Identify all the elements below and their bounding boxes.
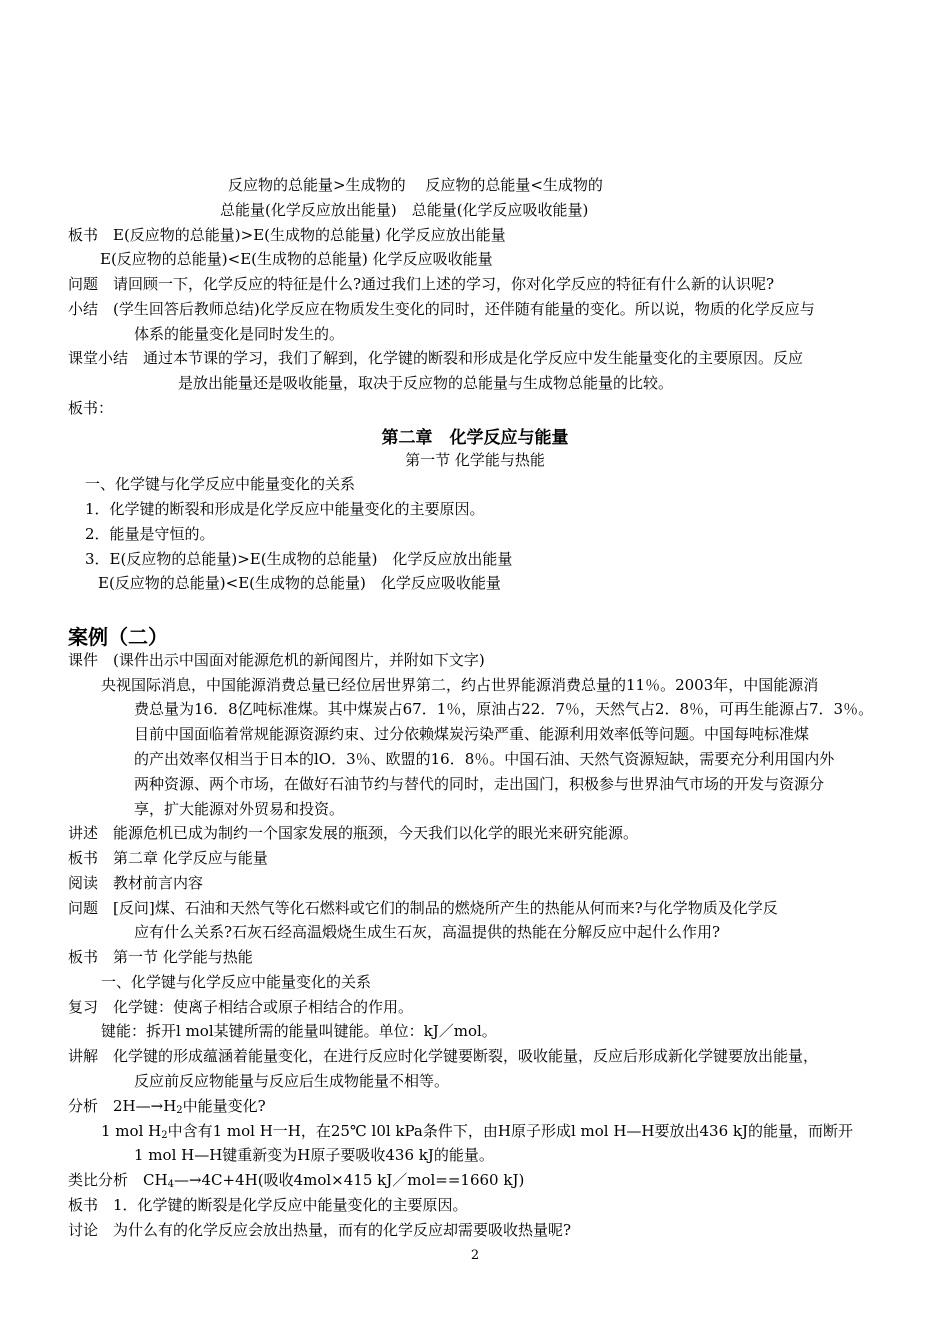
board-label: 板书： <box>68 399 114 417</box>
h2-subscript-2: 2 <box>161 1130 168 1141</box>
h2-text-end: 中含有1 mol H一H，在25℃ l0l kPa条件下，由H原子形成l mol H—H要放出436 kJ的能量，而断开 <box>167 1122 854 1140</box>
discussion-line: 讨论 为什么有的化学反应会放出热量，而有的化学反应却需要吸收热量呢? <box>68 1221 572 1239</box>
outline-item-3-cont: E(反应物的总能量)<E(生成物的总能量) 化学反应吸收能量 <box>98 574 501 592</box>
ch4-subscript: 4 <box>167 1179 174 1190</box>
energy-compare-line-2: 总能量(化学反应放出能量) 总能量(化学反应吸收能量) <box>220 201 589 219</box>
analogy-text: 类比分析 CH <box>68 1171 168 1189</box>
analysis-line <box>68 1096 266 1121</box>
news-para-2: 费总量为16．8亿吨标准煤。其中煤炭占67．1％，原油占22．7％，天然气占2．8％，可再生能源占7．3％。 <box>134 700 874 718</box>
outline-item-2: 2．能量是守恒的。 <box>85 525 215 543</box>
courseware-line: 课件 (课件出示中国面对能源危机的新闻图片，并附如下文字) <box>68 651 485 669</box>
page-number: 2 <box>470 1248 480 1263</box>
section-title: 第一节 化学能与热能 <box>405 451 545 469</box>
h2-subscript: 2 <box>176 1105 183 1116</box>
news-para-4: 的产出效率仅相当于日本的lO．3％、欧盟的16．8％。中国石油、天然气资源短缺，需要充分利用国内外 <box>134 750 835 768</box>
news-para-5: 两种资源、两个市场，在做好石油节约与替代的同时，走出国门，积极参与世界油气市场的开发与资源分 <box>134 775 825 793</box>
board-note-2: E(反应物的总能量)<E(生成物的总能量) 化学反应吸收能量 <box>100 250 493 268</box>
chapter-title: 第二章 化学反应与能量 <box>381 428 569 448</box>
lecture-line: 讲述 能源危机已成为制约一个国家发展的瓶颈，今天我们以化学的眼光来研究能源。 <box>68 824 639 842</box>
analogy-line <box>68 1170 524 1195</box>
explain-line: 讲解 化学键的形成蕴涵着能量变化，在进行反应时化学键要断裂，吸收能量，反应后形成新化学键要放出能量， <box>68 1047 819 1065</box>
board-chapter: 板书 第二章 化学反应与能量 <box>68 849 268 867</box>
board-item-1: 板书 1．化学键的断裂是化学反应中能量变化的主要原因。 <box>68 1196 468 1214</box>
outline-item-1: 1．化学键的断裂和形成是化学反应中能量变化的主要原因。 <box>85 500 485 518</box>
news-para-6: 享，扩大能源对外贸易和投资。 <box>134 800 345 818</box>
h2-text: 1 mol H <box>101 1122 162 1140</box>
question-2-cont: 应有什么关系?石灰石经高温煅烧生成生石灰，高温提供的热能在分解反应中起什么作用? <box>134 923 721 941</box>
summary-1: 小结 (学生回答后教师总结)化学反应在物质发生变化的同时，还伴随有能量的变化。所以说，物质的化学反应与 <box>68 300 815 318</box>
bond-energy-line: 键能：拆开l mol某键所需的能量叫键能。单位：kJ／mol。 <box>101 1022 497 1040</box>
explain-line-cont: 反应前反应物能量与反应后生成物能量不相等。 <box>134 1072 450 1090</box>
analysis-text-end: 中能量变化? <box>182 1097 266 1115</box>
analogy-text-end: —→4C+4H(吸收4mol×415 kJ／mol==1660 kJ) <box>173 1171 525 1189</box>
news-para-1: 央视国际消息，中国能源消费总量已经位居世界第二，约占世界能源消费总量的11％。2003年，中国能源消 <box>101 676 819 694</box>
board-section: 板书 第一节 化学能与热能 <box>68 948 253 966</box>
h2-bond-line <box>101 1121 853 1146</box>
analysis-text: 分析 2H—→H <box>68 1097 177 1115</box>
h2-bond-line-cont: 1 mol H—H键重新变为H原子要吸收436 kJ的能量。 <box>134 1146 494 1164</box>
outline-item-3: 3．E(反应物的总能量)>E(生成物的总能量) 化学反应放出能量 <box>85 550 513 568</box>
class-summary-cont: 是放出能量还是吸收能量，取决于反应物的总能量与生成物总能量的比较。 <box>178 374 674 392</box>
energy-compare-line-1: 反应物的总能量>生成物的 反应物的总能量<生成物的 <box>228 176 603 194</box>
question-1: 问题 请回顾一下，化学反应的特征是什么?通过我们上述的学习，你对化学反应的特征有什么新的认识呢? <box>68 275 775 293</box>
question-2: 问题 [反问]煤、石油和天然气等化石燃料或它们的制品的燃烧所产生的热能从何而来?与化学物质及化学反 <box>68 899 778 917</box>
case-title: 案例（二） <box>68 625 168 649</box>
news-para-3: 目前中国面临着常规能源资源约束、过分依赖煤炭污染严重、能源利用效率低等问题。中国每吨标准煤 <box>134 725 810 743</box>
outline-heading: 一、化学键与化学反应中能量变化的关系 <box>85 475 356 493</box>
section-heading: 一、化学键与化学反应中能量变化的关系 <box>101 973 372 991</box>
reading-line: 阅读 教材前言内容 <box>68 874 204 892</box>
class-summary: 课堂小结 通过本节课的学习，我们了解到，化学键的断裂和形成是化学反应中发生能量变化的主要原因。反应 <box>68 349 804 367</box>
summary-1-cont: 体系的能量变化是同时发生的。 <box>134 325 345 343</box>
board-note-1: 板书 E(反应物的总能量)>E(生成物的总能量) 化学反应放出能量 <box>68 226 506 244</box>
review-line: 复习 化学键：使离子相结合或原子相结合的作用。 <box>68 998 414 1016</box>
